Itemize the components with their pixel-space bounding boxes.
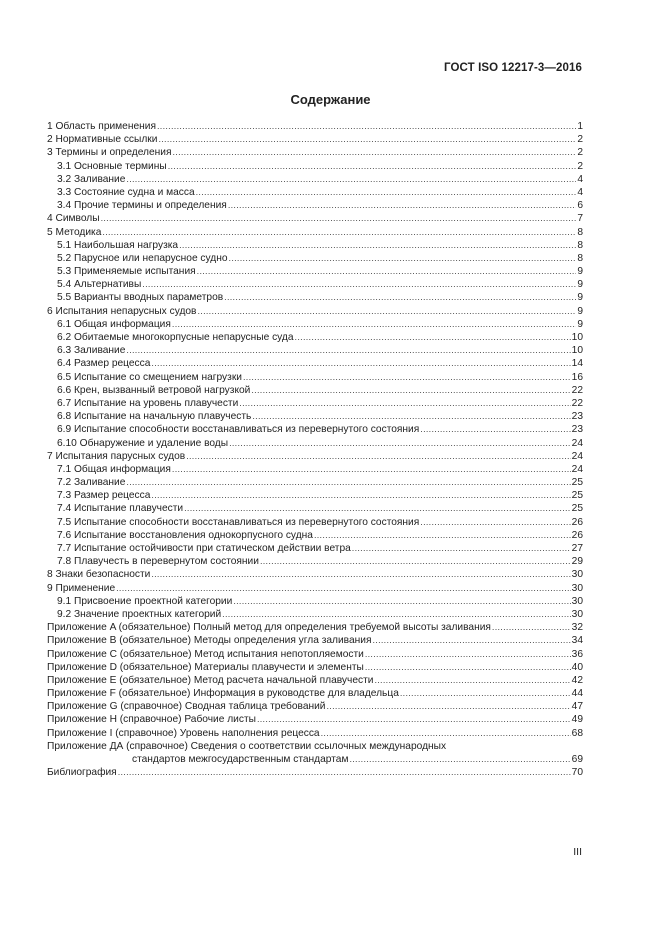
toc-entry-page: 23 xyxy=(571,411,583,423)
toc-entry-title: 3 Термины и определения xyxy=(47,147,172,159)
toc-entry[interactable] xyxy=(47,555,583,568)
toc-entry-page: 44 xyxy=(571,688,583,700)
toc-entry-title: 7.2 Заливание xyxy=(57,477,126,489)
toc-entry-page: 25 xyxy=(571,490,583,502)
toc-leader-dots xyxy=(186,450,570,463)
toc-entry-title: Приложение H (справочное) Рабочие листы xyxy=(47,714,256,726)
toc-entry-title: Библиография xyxy=(47,767,117,779)
toc-leader-dots xyxy=(251,384,570,397)
toc-entry-title: 6.3 Заливание xyxy=(57,345,126,357)
toc-entry[interactable] xyxy=(47,502,583,515)
toc-entry[interactable] xyxy=(47,634,583,647)
toc-entry-title: 1 Область применения xyxy=(47,121,156,132)
toc-leader-dots xyxy=(151,357,570,370)
toc-entry[interactable] xyxy=(47,252,583,265)
toc-leader-dots xyxy=(327,700,571,713)
toc-entry-title: 8 Знаки безопасности xyxy=(47,569,151,581)
toc-entry-page: 34 xyxy=(571,635,583,647)
toc-entry[interactable] xyxy=(47,753,583,766)
toc-leader-dots xyxy=(224,291,576,304)
toc-entry-title: 5.2 Парусное или непарусное судно xyxy=(57,252,228,264)
toc-entry[interactable] xyxy=(47,700,583,713)
toc-entry-title: Приложение G (справочное) Сводная таблица требований xyxy=(47,701,326,713)
toc-entry[interactable] xyxy=(47,278,583,291)
toc-entry-title: Приложение B (обязательное) Методы определения угла заливания xyxy=(47,635,372,647)
toc-entry-page: 10 xyxy=(571,332,583,343)
toc-leader-dots xyxy=(151,568,570,581)
toc-leader-dots xyxy=(295,331,571,344)
toc-entry-title: 6.10 Обнаружение и удаление воды xyxy=(57,437,229,449)
page-number: III xyxy=(573,846,582,858)
toc-entry-title: 6.6 Крен, вызванный ветровой нагрузкой xyxy=(57,384,251,396)
toc-entry-title: Приложение ДА (справочное) Сведения о соответствии ссылочных международных xyxy=(47,740,447,752)
toc-leader-dots xyxy=(157,120,576,133)
toc-entry[interactable] xyxy=(47,384,583,397)
toc-entry-title: 5 Методика xyxy=(47,226,102,238)
toc-entry-title: Приложение A (обязательное) Полный метод для определения требуемой высоты заливания xyxy=(47,622,491,634)
toc-entry[interactable] xyxy=(47,423,583,436)
toc-entry[interactable] xyxy=(47,542,583,555)
toc-entry-page: 24 xyxy=(571,450,583,462)
toc-entry-title: 7.5 Испытание способности восстанавливаться из перевернутого состояния xyxy=(57,516,420,528)
toc-entry-title: 5.4 Альтернативы xyxy=(57,279,142,291)
toc-entry[interactable] xyxy=(47,199,583,212)
toc-leader-dots xyxy=(243,371,571,384)
toc-entry[interactable] xyxy=(47,410,583,423)
toc-entry-page: 36 xyxy=(571,648,583,660)
toc-leader-dots xyxy=(321,727,571,740)
toc-entry-page: 9 xyxy=(577,292,583,304)
toc-entry[interactable] xyxy=(47,331,583,344)
toc-leader-dots xyxy=(126,344,570,357)
toc-entry-page: 4 xyxy=(577,186,583,198)
toc-entry[interactable] xyxy=(47,226,583,239)
toc-entry-title: 7.3 Размер рецесса xyxy=(57,490,151,502)
toc-entry[interactable] xyxy=(47,740,583,753)
toc-entry-title: 7.7 Испытание остойчивости при статическом действии ветра xyxy=(57,543,351,554)
toc-entry-title: 6.5 Испытание со смещением нагрузки xyxy=(57,371,242,383)
toc-entry-page: 22 xyxy=(571,397,583,409)
toc-entry-title: 4 Символы xyxy=(47,213,100,225)
toc-entry-title: 5.5 Варианты вводных параметров xyxy=(57,292,224,304)
toc-leader-dots xyxy=(228,199,577,212)
toc-entry-title: 7.8 Плавучесть в перевернутом состоянии xyxy=(57,556,259,568)
toc-entry-page: 26 xyxy=(571,516,583,528)
toc-entry-title: 9.1 Присвоение проектной категории xyxy=(57,595,233,607)
toc-leader-dots xyxy=(101,212,577,225)
toc-leader-dots xyxy=(229,437,571,450)
toc-leader-dots xyxy=(197,265,577,278)
toc-entry-title: 6.8 Испытание на начальную плавучесть xyxy=(57,411,252,423)
toc-entry-title: 2 Нормативные ссылки xyxy=(47,134,158,146)
toc-entry-page: 69 xyxy=(571,754,583,765)
toc-entry-title: 7.6 Испытание восстановления однокорпусного судна xyxy=(57,529,313,541)
toc-entry[interactable] xyxy=(47,476,583,489)
toc-leader-dots xyxy=(252,410,570,423)
toc-entry[interactable] xyxy=(47,713,583,726)
toc-leader-dots xyxy=(260,555,571,568)
toc-entry[interactable] xyxy=(47,516,583,529)
toc-entry-page: 6 xyxy=(577,200,583,212)
toc-leader-dots xyxy=(492,621,571,634)
toc-entry-page: 25 xyxy=(571,477,583,489)
toc-entry-page: 49 xyxy=(571,714,583,726)
toc-entry[interactable] xyxy=(47,608,583,621)
toc-leader-dots xyxy=(365,661,571,674)
toc-leader-dots xyxy=(400,687,571,700)
toc-entry[interactable] xyxy=(47,291,583,304)
toc-leader-dots xyxy=(222,608,570,621)
toc-entry-page: 9 xyxy=(577,279,583,291)
toc-entry-page: 8 xyxy=(577,226,583,238)
toc-entry-page: 9 xyxy=(577,318,583,330)
toc-entry[interactable] xyxy=(47,568,583,581)
toc-leader-dots xyxy=(314,529,571,542)
toc-entry-title: стандартов межгосударственным стандартам xyxy=(132,754,349,765)
toc-entry[interactable] xyxy=(47,133,583,146)
toc-entry[interactable] xyxy=(47,450,583,463)
toc-entry-page: 23 xyxy=(571,424,583,436)
document-code: ГОСТ ISO 12217-3—2016 xyxy=(444,62,582,74)
toc-entry[interactable] xyxy=(47,595,583,608)
toc-entry[interactable] xyxy=(47,648,583,661)
toc-leader-dots xyxy=(374,674,570,687)
toc-entry-page: 42 xyxy=(571,674,583,686)
toc-entry[interactable] xyxy=(47,582,583,595)
toc-entry-page: 8 xyxy=(577,252,583,264)
toc-leader-dots xyxy=(196,186,577,199)
toc-entry-title: 6.7 Испытание на уровень плавучести xyxy=(57,397,239,409)
toc-entry-page: 47 xyxy=(571,701,583,713)
toc-leader-dots xyxy=(102,226,576,239)
toc-entry[interactable] xyxy=(47,727,583,740)
toc-entry-page: 10 xyxy=(571,345,583,357)
toc-leader-dots xyxy=(420,516,570,529)
toc-entry[interactable] xyxy=(47,186,583,199)
toc-entry-page: 7 xyxy=(577,213,583,225)
toc-entry[interactable] xyxy=(47,621,583,634)
toc-entry-page: 4 xyxy=(577,173,583,185)
toc-leader-dots xyxy=(257,713,571,726)
toc-entry[interactable] xyxy=(47,357,583,370)
toc-entry-page: 68 xyxy=(571,727,583,739)
toc-entry-title: 7 Испытания парусных судов xyxy=(47,450,186,462)
toc-entry-page: 22 xyxy=(571,384,583,396)
toc-entry[interactable] xyxy=(47,212,583,225)
toc-entry-title: 6 Испытания непарусных судов xyxy=(47,305,197,317)
toc-entry[interactable] xyxy=(47,489,583,502)
toc-entry[interactable] xyxy=(47,674,583,687)
toc-leader-dots xyxy=(352,542,571,555)
toc-entry[interactable] xyxy=(47,397,583,410)
toc-entry-title: 6.1 Общая информация xyxy=(57,318,171,330)
toc-entry-title: 9.2 Значение проектных категорий xyxy=(57,608,222,620)
toc-leader-dots xyxy=(172,146,576,159)
toc-leader-dots xyxy=(349,753,570,766)
toc-entry-page: 2 xyxy=(577,134,583,146)
toc-entry[interactable] xyxy=(47,239,583,252)
toc-entry-page: 24 xyxy=(571,463,583,475)
toc-entry-title: 5.3 Применяемые испытания xyxy=(57,266,196,278)
toc-entry-page: 40 xyxy=(571,661,583,673)
table-of-contents xyxy=(47,120,583,779)
toc-entry-page: 14 xyxy=(571,358,583,370)
toc-entry-page: 70 xyxy=(571,767,583,779)
toc-leader-dots xyxy=(118,766,571,779)
toc-entry[interactable] xyxy=(47,146,583,159)
toc-entry[interactable] xyxy=(47,344,583,357)
toc-leader-dots xyxy=(116,582,571,595)
toc-leader-dots xyxy=(184,502,571,515)
toc-entry[interactable] xyxy=(47,463,583,476)
toc-title: Содержание xyxy=(290,92,371,107)
toc-entry-page: 2 xyxy=(577,147,583,159)
toc-leader-dots xyxy=(151,489,570,502)
toc-leader-dots xyxy=(126,173,576,186)
toc-entry-title: Приложение D (обязательное) Материалы плавучести и элементы xyxy=(47,661,364,673)
toc-entry-page: 30 xyxy=(571,582,583,594)
toc-entry-title: Приложение E (обязательное) Метод расчета начальной плавучести xyxy=(47,674,374,686)
toc-leader-dots xyxy=(142,278,576,291)
toc-entry[interactable] xyxy=(47,120,583,133)
toc-entry-page: 30 xyxy=(571,595,583,607)
toc-entry[interactable] xyxy=(47,437,583,450)
toc-entry-title: 3.3 Состояние судна и масса xyxy=(57,186,195,198)
toc-leader-dots xyxy=(420,423,570,436)
toc-leader-dots xyxy=(172,463,571,476)
toc-entry[interactable] xyxy=(47,687,583,700)
toc-entry-title: 9 Применение xyxy=(47,582,116,594)
toc-entry-title: 3.1 Основные термины xyxy=(57,160,167,172)
toc-entry-title: 6.4 Размер рецесса xyxy=(57,358,151,370)
toc-entry-page: 26 xyxy=(571,529,583,541)
toc-leader-dots xyxy=(239,397,570,410)
toc-entry-title: 3.4 Прочие термины и определения xyxy=(57,200,227,212)
toc-entry-title: 6.9 Испытание способности восстанавливаться из перевернутого состояния xyxy=(57,424,420,436)
toc-entry-page: 29 xyxy=(571,556,583,568)
toc-entry-title: 6.2 Обитаемые многокорпусные непарусные суда xyxy=(57,332,294,343)
toc-entry-page: 8 xyxy=(577,239,583,251)
toc-entry[interactable] xyxy=(47,160,583,173)
toc-leader-dots xyxy=(168,160,577,173)
toc-entry-title: 3.2 Заливание xyxy=(57,173,126,185)
toc-leader-dots xyxy=(179,239,576,252)
toc-entry-title: Приложение I (справочное) Уровень наполнения рецесса xyxy=(47,727,320,739)
toc-entry-page: 32 xyxy=(571,622,583,634)
toc-entry[interactable] xyxy=(47,766,583,779)
toc-entry-page: 30 xyxy=(571,608,583,620)
toc-entry-title: 7.4 Испытание плавучести xyxy=(57,503,184,515)
toc-leader-dots xyxy=(365,648,571,661)
toc-entry[interactable] xyxy=(47,173,583,186)
toc-leader-dots xyxy=(229,252,577,265)
toc-entry-title: 5.1 Наибольшая нагрузка xyxy=(57,239,179,251)
toc-entry-page: 9 xyxy=(577,305,583,317)
toc-entry-page: 16 xyxy=(571,371,583,383)
toc-entry-page: 27 xyxy=(571,543,583,554)
toc-entry-title: Приложение F (обязательное) Информация в руководстве для владельца xyxy=(47,688,399,700)
toc-entry-page: 25 xyxy=(571,503,583,515)
toc-entry-title: Приложение C (обязательное) Метод испытания непотопляемости xyxy=(47,648,364,660)
toc-entry[interactable] xyxy=(47,661,583,674)
toc-entry[interactable] xyxy=(47,371,583,384)
toc-entry[interactable] xyxy=(47,265,583,278)
toc-entry-page: 30 xyxy=(571,569,583,581)
toc-leader-dots xyxy=(372,634,570,647)
toc-leader-dots xyxy=(197,305,576,318)
toc-entry-page: 24 xyxy=(571,437,583,449)
toc-entry-page: 9 xyxy=(577,266,583,278)
toc-entry[interactable] xyxy=(47,318,583,331)
toc-entry-page: 2 xyxy=(577,160,583,172)
toc-entry[interactable] xyxy=(47,529,583,542)
toc-leader-dots xyxy=(172,318,576,331)
toc-entry-page: 1 xyxy=(577,121,583,132)
toc-entry-title: 7.1 Общая информация xyxy=(57,463,171,475)
toc-leader-dots xyxy=(126,476,570,489)
toc-entry[interactable] xyxy=(47,305,583,318)
toc-leader-dots xyxy=(158,133,576,146)
toc-leader-dots xyxy=(233,595,570,608)
